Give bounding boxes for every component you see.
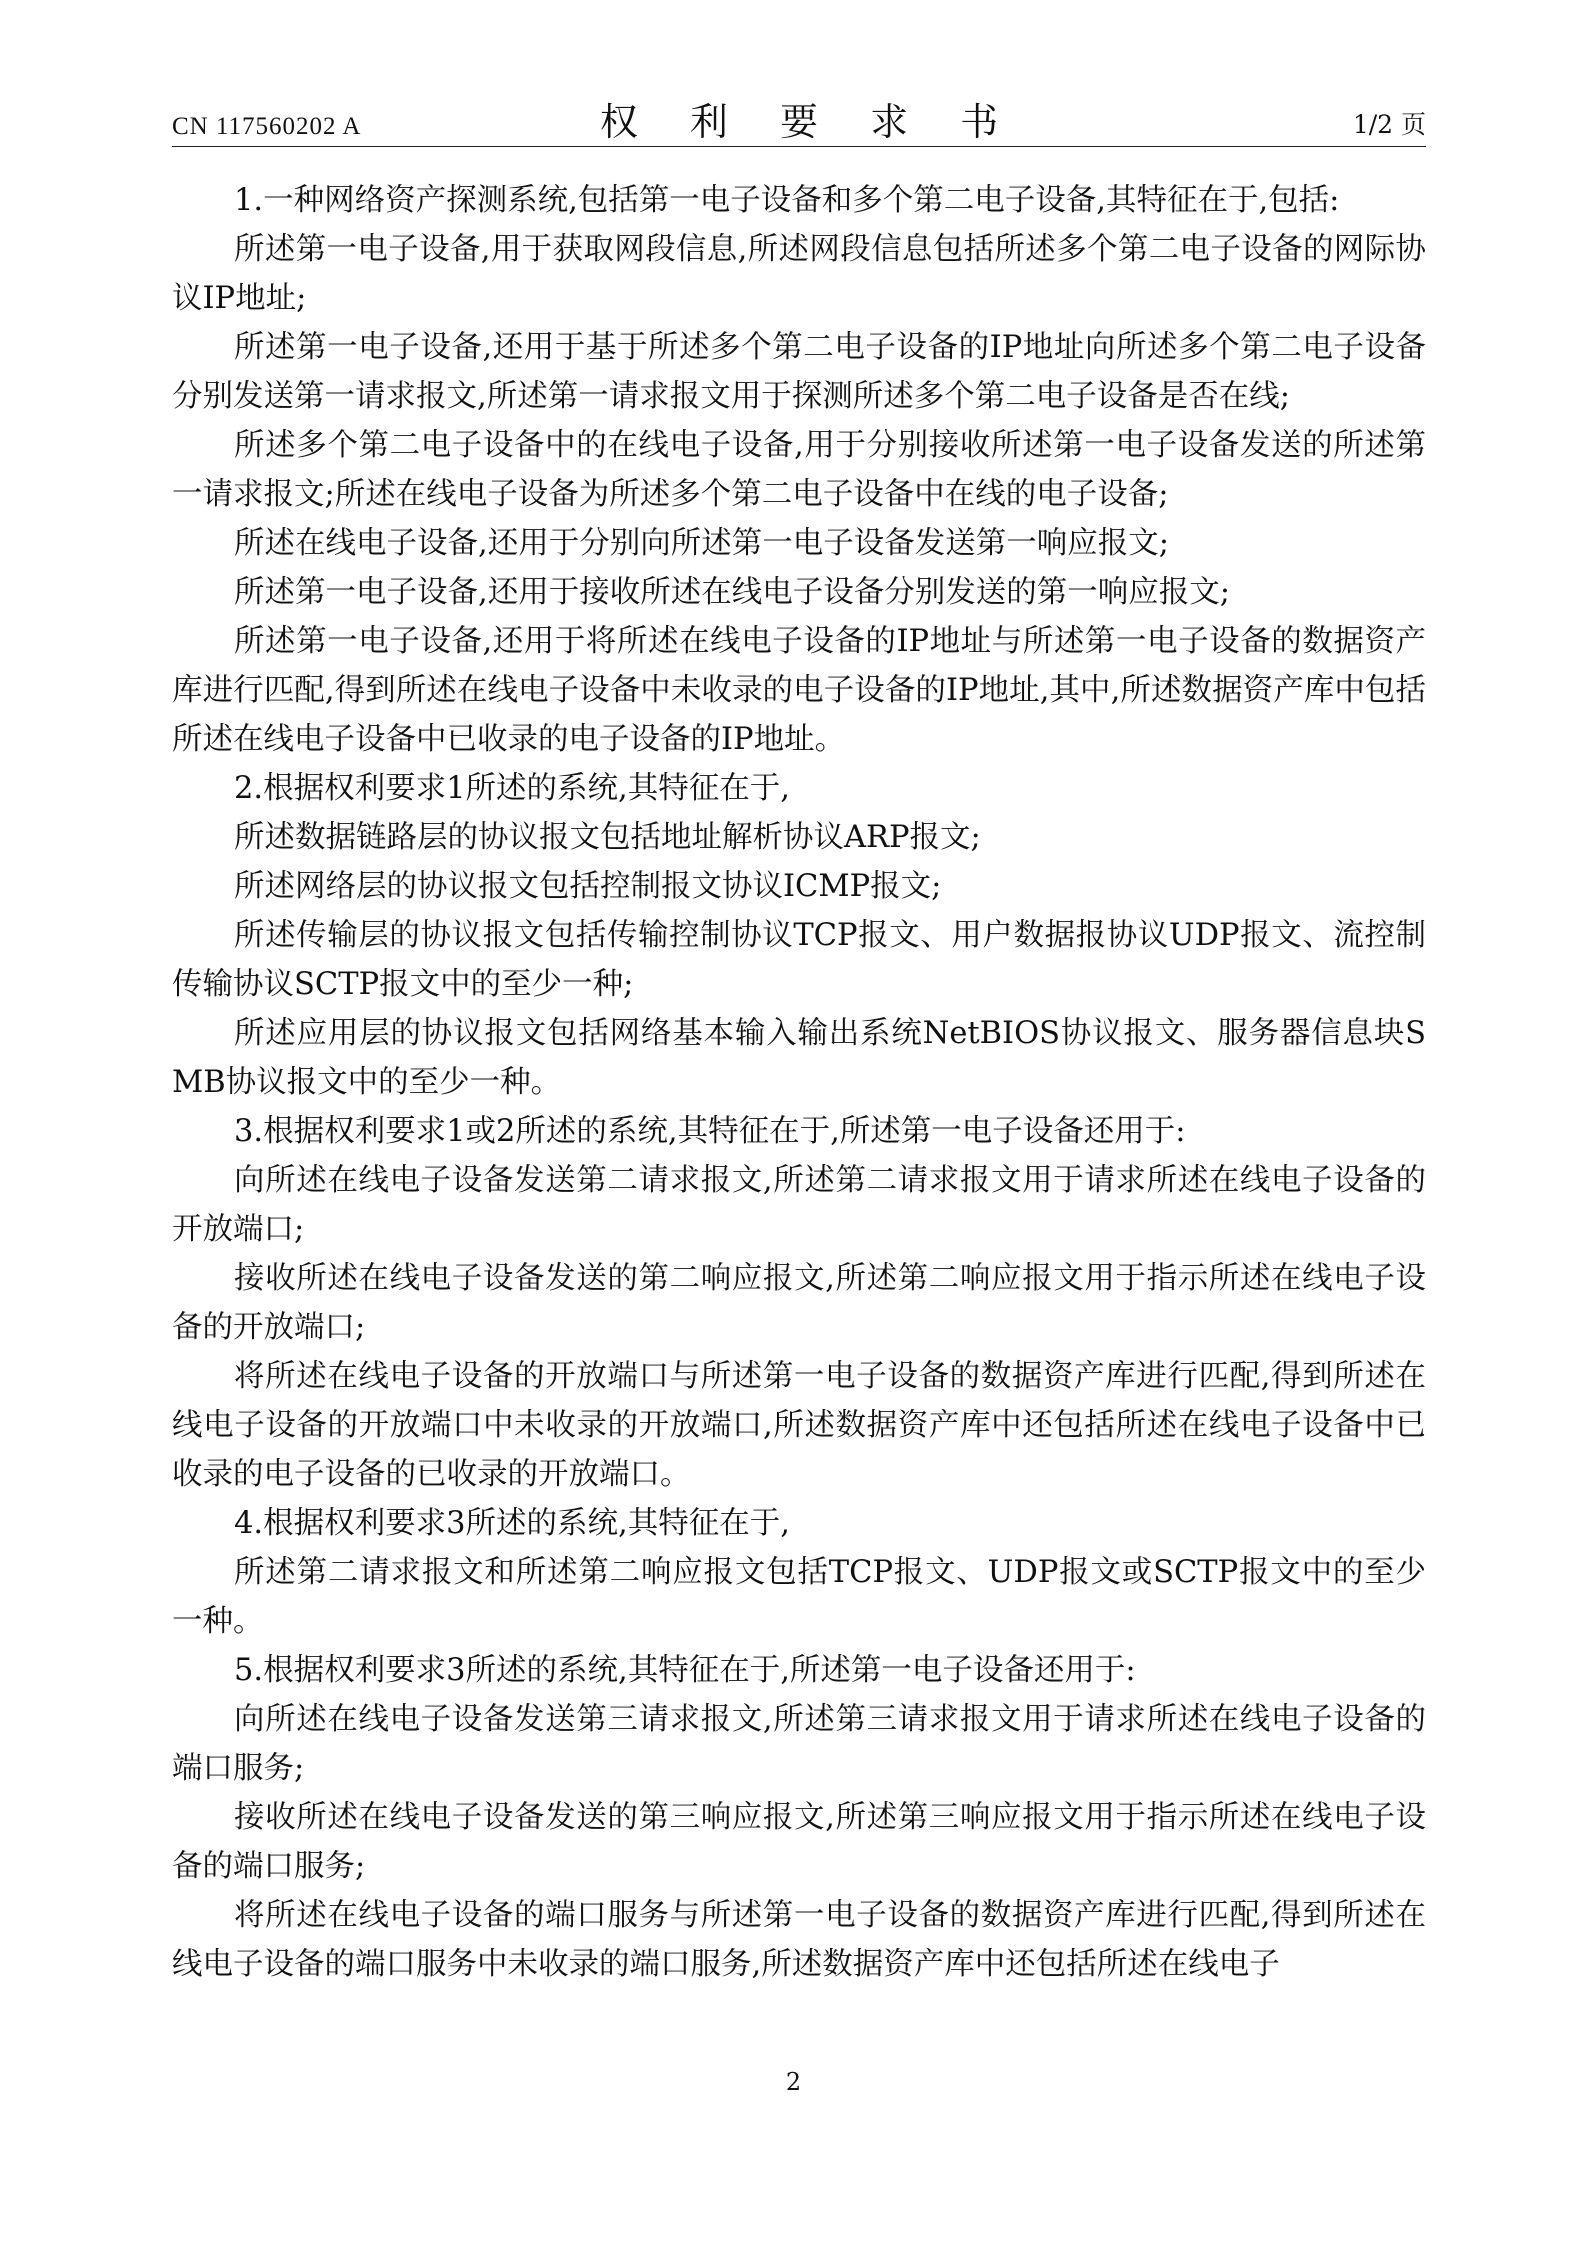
claims-body <box>172 176 1426 1989</box>
claim-paragraph: 将所述在线电子设备的端口服务与所述第一电子设备的数据资产库进行匹配,得到所述在线电子设备的端口服务中未收录的端口服务,所述数据资产库中还包括所述在线电子 <box>172 1898 1426 1982</box>
claim-paragraph: 4.根据权利要求3所述的系统,其特征在于, <box>234 1506 790 1541</box>
page-indicator: 1/2 页 <box>1352 110 1426 139</box>
claim-paragraph: 将所述在线电子设备的开放端口与所述第一电子设备的数据资产库进行匹配,得到所述在线电子设备的开放端口中未收录的开放端口,所述数据资产库中还包括所述在线电子设备中已收录的电子设备的已收录的开放端口。 <box>172 1359 1426 1492</box>
claim-paragraph: 所述多个第二电子设备中的在线电子设备,用于分别接收所述第一电子设备发送的所述第一请求报文;所述在线电子设备为所述多个第二电子设备中在线的电子设备; <box>172 428 1426 512</box>
claim-paragraph: 所述数据链路层的协议报文包括地址解析协议ARP报文; <box>234 820 981 855</box>
claim-paragraph: 所述第二请求报文和所述第二响应报文包括TCP报文、UDP报文或SCTP报文中的至少一种。 <box>172 1555 1426 1639</box>
claim-paragraph: 1.一种网络资产探测系统,包括第一电子设备和多个第二电子设备,其特征在于,包括: <box>234 183 1340 218</box>
document-title: 权 利 要 求 书 <box>599 100 1019 144</box>
claim-paragraph: 2.根据权利要求1所述的系统,其特征在于, <box>234 771 790 806</box>
claim-paragraph: 向所述在线电子设备发送第二请求报文,所述第二请求报文用于请求所述在线电子设备的开放端口; <box>172 1163 1426 1247</box>
page-header <box>172 95 1426 145</box>
claim-paragraph: 所述网络层的协议报文包括控制报文协议ICMP报文; <box>234 869 942 904</box>
patent-document-number: CN 117560202 A <box>172 113 362 140</box>
claim-paragraph: 所述在线电子设备,还用于分别向所述第一电子设备发送第一响应报文; <box>234 526 1169 561</box>
claim-paragraph: 5.根据权利要求3所述的系统,其特征在于,所述第一电子设备还用于: <box>234 1653 1136 1688</box>
claim-paragraph: 所述第一电子设备,用于获取网段信息,所述网段信息包括所述多个第二电子设备的网际协议IP地址; <box>172 232 1426 316</box>
header-divider <box>172 146 1426 147</box>
claim-paragraph: 所述第一电子设备,还用于接收所述在线电子设备分别发送的第一响应报文; <box>234 575 1230 610</box>
claim-paragraph: 接收所述在线电子设备发送的第三响应报文,所述第三响应报文用于指示所述在线电子设备的端口服务; <box>172 1800 1426 1884</box>
claim-paragraph: 所述第一电子设备,还用于将所述在线电子设备的IP地址与所述第一电子设备的数据资产库进行匹配,得到所述在线电子设备中未收录的电子设备的IP地址,其中,所述数据资产库中包括所述在线电子设备中已收录的电子设备的IP地址。 <box>172 624 1426 757</box>
claim-paragraph: 所述应用层的协议报文包括网络基本输入输出系统NetBIOS协议报文、服务器信息块SMB协议报文中的至少一种。 <box>172 1016 1426 1100</box>
claim-paragraph: 3.根据权利要求1或2所述的系统,其特征在于,所述第一电子设备还用于: <box>234 1114 1186 1149</box>
claim-paragraph: 向所述在线电子设备发送第三请求报文,所述第三请求报文用于请求所述在线电子设备的端口服务; <box>172 1702 1426 1786</box>
claim-paragraph: 所述第一电子设备,还用于基于所述多个第二电子设备的IP地址向所述多个第二电子设备分别发送第一请求报文,所述第一请求报文用于探测所述多个第二电子设备是否在线; <box>172 330 1426 414</box>
page-number: 2 <box>785 2068 802 2096</box>
claim-paragraph: 接收所述在线电子设备发送的第二响应报文,所述第二响应报文用于指示所述在线电子设备的开放端口; <box>172 1261 1426 1345</box>
claim-paragraph: 所述传输层的协议报文包括传输控制协议TCP报文、用户数据报协议UDP报文、流控制传输协议SCTP报文中的至少一种; <box>172 918 1426 1002</box>
